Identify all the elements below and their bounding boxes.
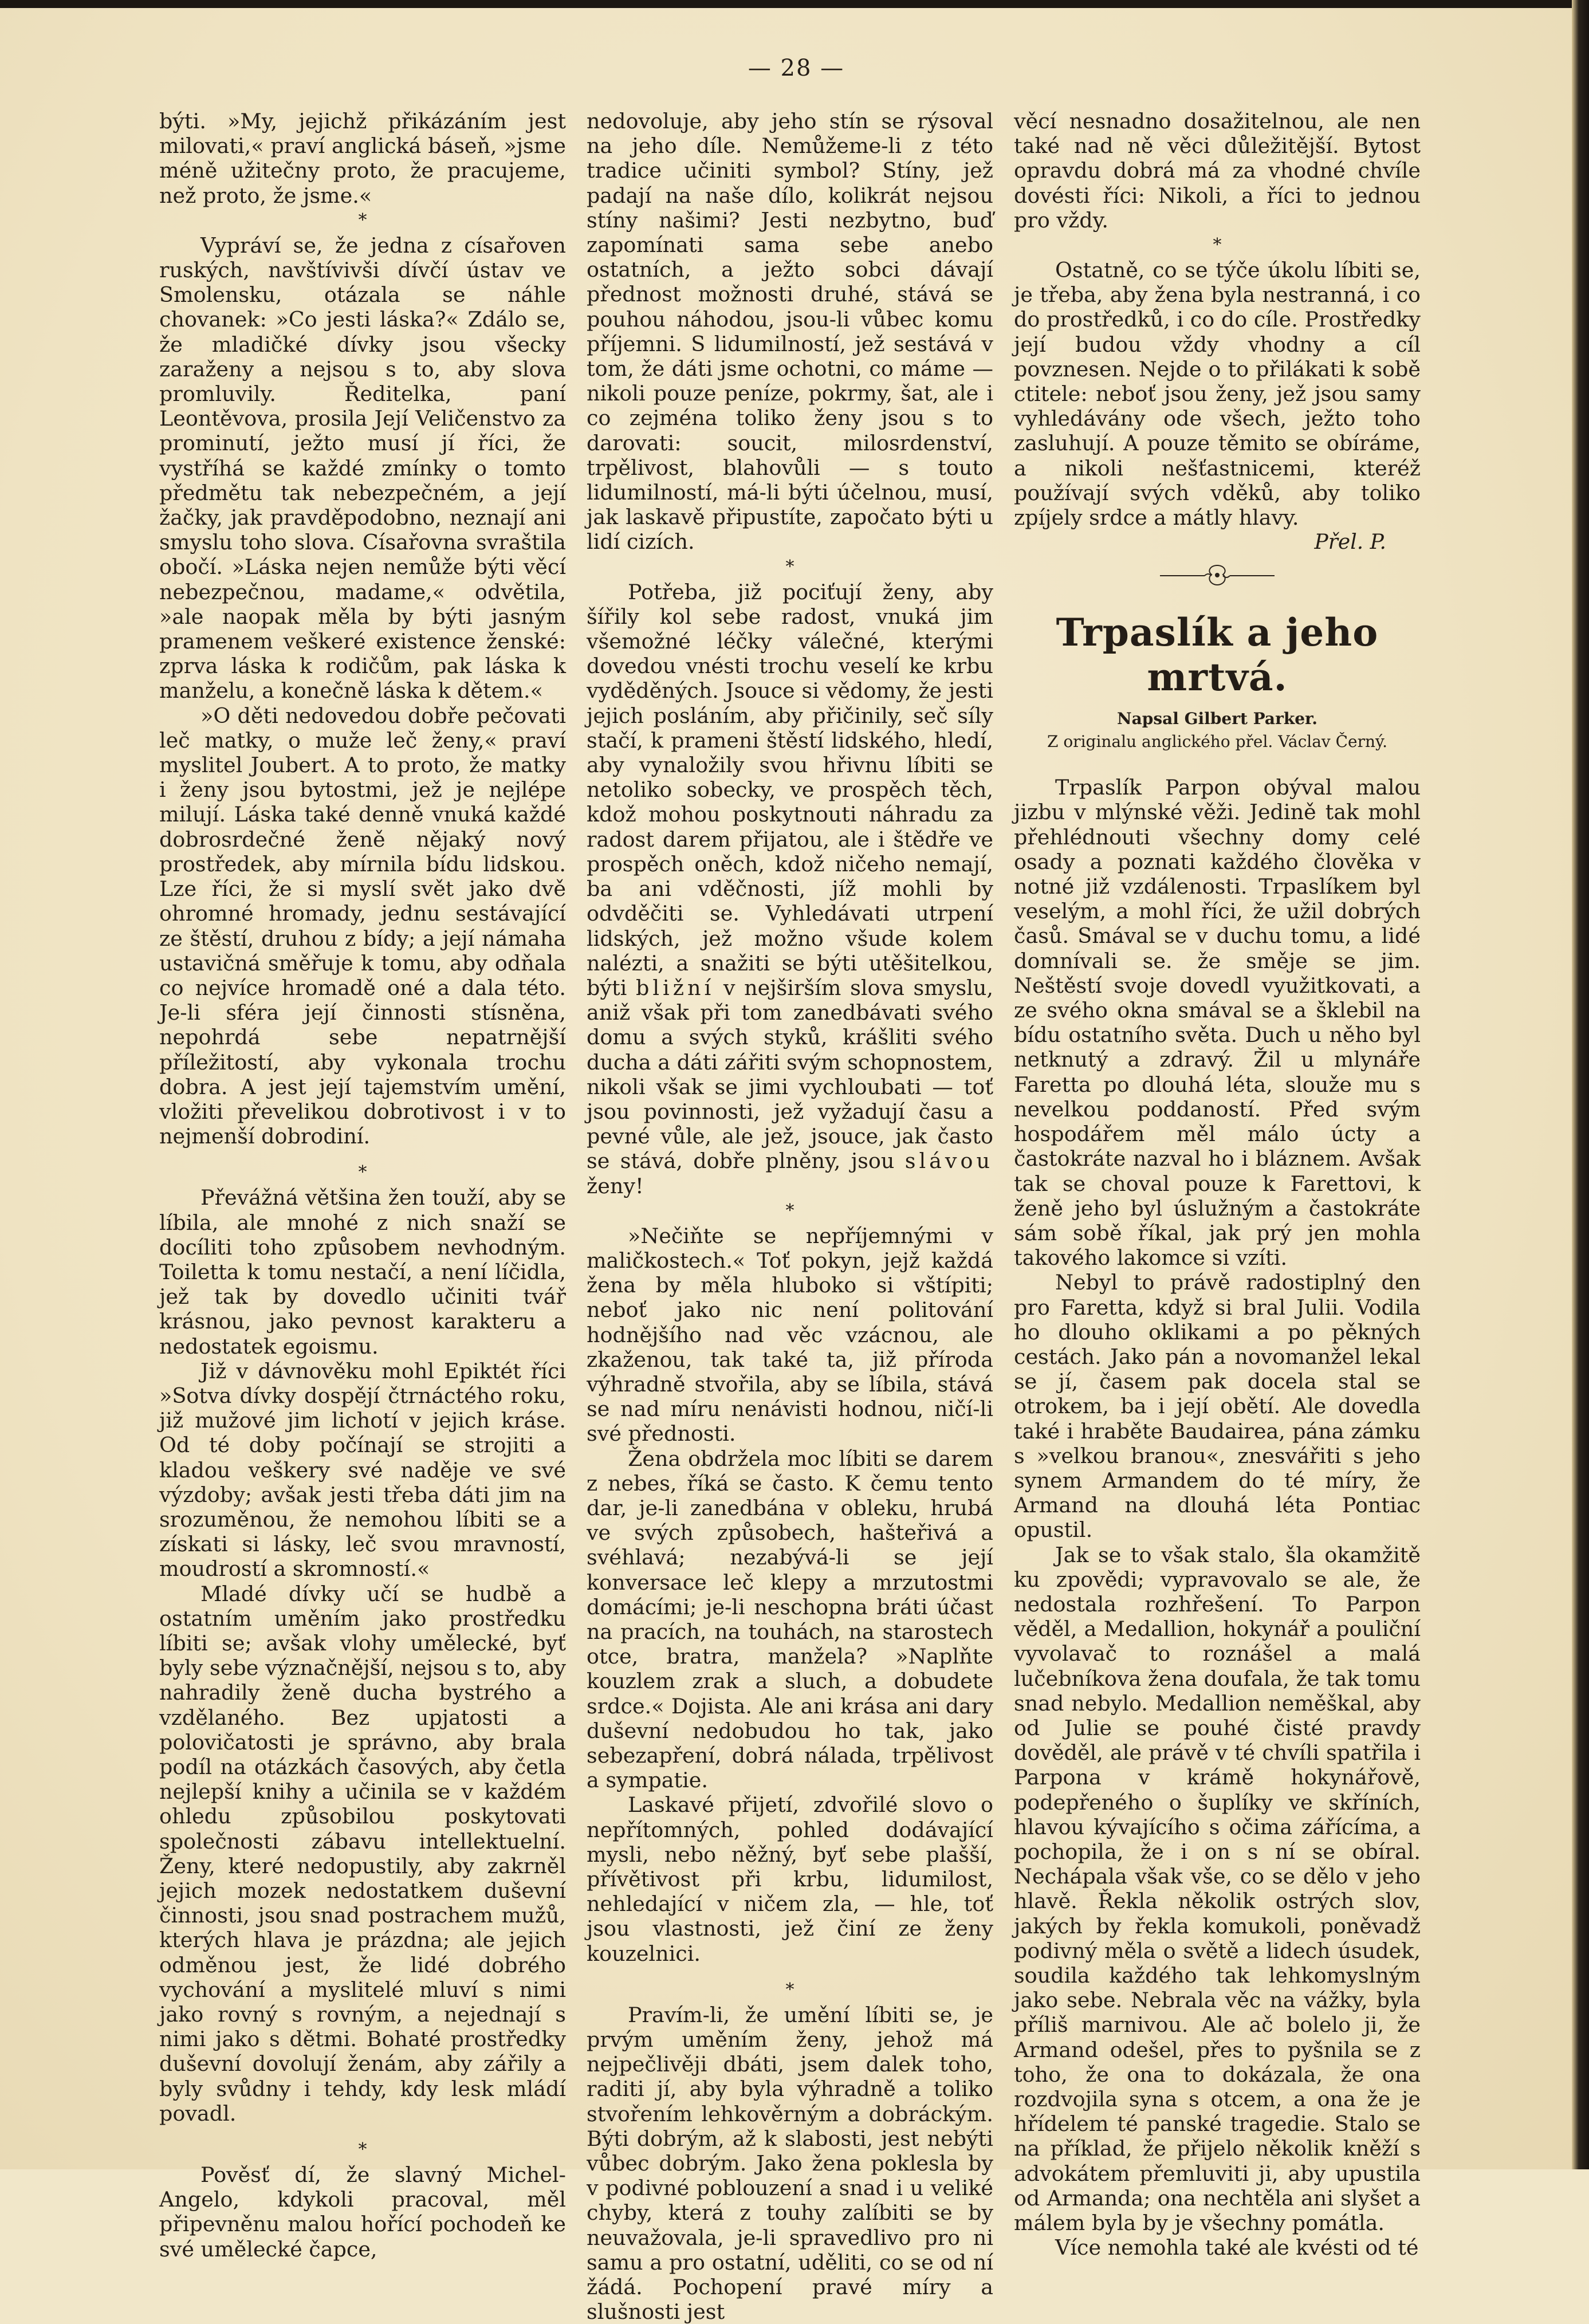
section-separator-star: * bbox=[785, 1200, 795, 1221]
column-middle bbox=[587, 109, 993, 2324]
paragraph: nedovoluje, aby jeho stín se rýsoval na jeho díle. Nemůžeme-li z této tradice učiniti symbol? Stíny, jež padají na naše dílo, kolikrát nejsou stíny našimi? Jesti nezbytno, buď zapomínati sama sebe anebo ostatních, a ježto sobci dávají přednost možnosti druhé, stává se pouhou náhodou, jsou-li vůbec komu příjemni. S lidumilností, jež sestává v tom, že dáti jsme ochotni, co máme — nikoli pouze peníze, pokrmy, šat, ale i co zejména toliko ženy jsou s to darovati: soucit, milosrdenství, trpělivost, blahovůli — s touto lidumilností, má-li býti účelnou, musí, jak laskavě připustíte, započato býti u lidí cizích. bbox=[587, 109, 993, 555]
section-separator-star: * bbox=[785, 1979, 795, 2000]
paragraph: Vypráví se, že jedna z císařoven ruských, navštívivši dívčí ústav ve Smolensku, otázala se náhle chovanek: »Co jesti láska?« Zdálo se, že mladičké dívky jsou všecky zaraženy a nejsou s to, aby slova promluvily. Ředitelka, paní Leontěvova, prosila Její Veličenstvo za prominutí, ježto musí jí říci, že vystříhá se každé zmínky o tomto předmětu tak nebezpečném, a její žačky, jak pravděpodobno, neznají ani smyslu toho slova. Císařovna svraštila obočí. »Láska nejen nemůže býti věcí nebezpečnou, madame,« odvětila, »ale naopak měla by býti jasným pramenem veškeré existence ženské: zprva láska k rodičům, pak láska k manželu, a konečně láska k dětem.« bbox=[159, 233, 566, 703]
section-separator-star: * bbox=[785, 556, 795, 577]
spaced-emphasis: bližní bbox=[636, 975, 715, 1000]
column-right bbox=[1014, 109, 1421, 2260]
paragraph: Pravím-li, že umění líbiti se, je prvým uměním ženy, jehož má nejpečlivěji dbáti, jsem dalek toho, raditi jí, aby byla výhradně a toliko stvořením lehkověrným a dobráckým. Býti dobrým, až k slabosti, jest nebýti vůbec dobrým. Jako žena poklesla by v podivné poblouzení a snad i u veliké chyby, která z touhy zalíbiti se by neuvažovala, je-li spravedlivo pro ni samu a pro ostatní, uděliti, co se od ní žádá. Pochopení pravé míry a slušnosti jest bbox=[587, 2002, 993, 2324]
section-separator-star: * bbox=[358, 1162, 367, 1183]
ornament-divider bbox=[1014, 559, 1421, 599]
paragraph: Ostatně, co se týče úkolu líbiti se, je třeba, aby žena byla nestranná, i co do prostředků, i co do cíle. Prostředky její budou vždy vhodny a cíl povznesen. Nejde o to přilákati k sobě ctitele: neboť jsou ženy, jež jsou samy vyhledávány ode všech, ježto toho zasluhují. A pouze těmito se obíráme, a nikoli nešťastnicemi, kteréž používají svých vděků, aby toliko zpíjely srdce a mátly hlavy. bbox=[1014, 258, 1421, 530]
paragraph: »O děti nedovedou dobře pečovati leč matky, o muže leč ženy,« praví myslitel Joubert. A to proto, že matky i ženy jsou bytostmi, jež je nejlépe milují. Láska také denně vnuká každé dobrosrdečné ženě nějaký nový prostředek, aby mírnila bídu lidskou. Lze říci, že si myslí svět jako dvě ohromné hromady, jednu sestávající ze štěstí, druhou z bídy; a její námaha ustavičná směřuje k tomu, aby odňala co nejvíce hromadě oné a dala této. Je-li sféra její činnosti stísněna, nepohrdá sebe nepatrnější příležitostí, aby vykonala trochu dobra. A jest její tajemstvím umění, vložiti převelikou dobrotivost i v to nejmenší dobrodiní. bbox=[159, 703, 566, 1149]
ornament-icon bbox=[1154, 559, 1280, 593]
paragraph: Převážná většina žen touží, aby se líbila, ale mnohé z nich snaží se docíliti toho způsobem nevhodným. Toiletta k tomu nestačí, a není líčidla, jež tak by dovedlo učiniti tvář krásnou, jako pevnost karakteru a nedostatek egoismu. bbox=[159, 1185, 566, 1359]
paragraph: býti. »My, jejichž přikázáním jest milovati,« praví anglická báseň, »jsme méně užitečny proto, že pracujeme, než proto, že jsme.« bbox=[159, 109, 566, 208]
story-translator: Z originalu anglického přel. Václav Černý. bbox=[1047, 732, 1388, 752]
page-number: — 28 — bbox=[748, 55, 845, 81]
section-separator-star: * bbox=[1213, 235, 1222, 255]
paragraph: Pověsť dí, že slavný Michel-Angelo, kdykoli pracoval, měl připevněnu malou hořící pochodeň ke své umělecké čapce, bbox=[159, 2162, 566, 2262]
paragraph bbox=[587, 580, 993, 1198]
paragraph: Laskavé přijetí, zdvořilé slovo o nepřítomných, pohled dodávající mysli, nebo něžný, byť sebe plašší, přívětivost při krbu, lidumilost, nehledající v ničem zla, — hle, toť jsou vlastnosti, jež činí ze ženy kouzelnici. bbox=[587, 1792, 993, 1966]
section-separator-star: * bbox=[358, 210, 367, 230]
text-run: v nejširším slova smyslu, aniž však při tom zanedbávati svého domu a svých styků, krášliti svého ducha a dáti zářiti svým schopnostem, nikoli však se jimi vychloubati — toť jsou povinnosti, jež vyžadují času a pevné vůle, ale jež, jsouce, jak často se stává, dobře plněny, jsou bbox=[587, 975, 994, 1174]
paragraph: věcí nesnadno dosažitelnou, ale nen také nad ně věci důležitější. Bytost opravdu dobrá má za vhodné chvíle dovésti říci: Nikoli, a říci to jednou pro vždy. bbox=[1014, 109, 1421, 233]
column-left bbox=[159, 109, 566, 2262]
story-title: Trpaslík a jeho mrtvá. bbox=[1056, 610, 1379, 700]
text-run: ženy! bbox=[587, 1173, 644, 1198]
story-paragraph: Nebyl to právě radostiplný den pro Faretta, když si bral Julii. Vodila ho dlouho oklikami a po pěkných cestách. Jako pán a novomanžel lekal se jí, časem pak docela stal se otrokem, ba i její obětí. Ale dovedla také i hraběte Baudairea, pána zámku s »velkou branou«, znesvářiti s jeho synem Armandem do té míry, že Armand na dlouhá léta Pontiac opustil. bbox=[1014, 1270, 1421, 1543]
paragraph: »Nečiňte se nepříjemnými v maličkostech.« Toť pokyn, jejž každá žena by měla hluboko si vštípiti; neboť jako nic není politování hodnějšího nad věc vzácnou, ale zkaženou, tak také ta, již příroda výhradně stvořila, aby se líbila, stává se nad míru nenávisti hodnou, ničí-li své přednosti. bbox=[587, 1223, 993, 1446]
story-paragraph: Trpaslík Parpon obýval malou jizbu v mlýnské věži. Jedině tak mohl přehlédnouti všechny domy celé osady a poznati každého člověka v notné již vzdálenosti. Trpaslíkem byl veselým, a mohl říci, že užil dobrých časů. Smával se v duchu tomu, a lidé domnívali se. že směje se jim. Neštěstí svoje dovedl využitkovati, a ze svého okna smával se a šklebil na bídu ostatního světa. Duch u něho byl netknutý a zdravý. Žil u mlynáře Faretta po dlouhá léta, slouže mu s nevelkou poddaností. Před svým hospodářem měl málo úcty a častokráte nazval ho i bláznem. Avšak tak se choval pouze k Farettovi, k ženě jeho byl úslužným a častokráte sám sobě říkal, jak prý jen mohla takového lakomce si vzíti. bbox=[1014, 775, 1421, 1271]
story-author: Napsal Gilbert Parker. bbox=[1117, 709, 1317, 729]
paragraph: Již v dávnověku mohl Epiktét říci »Sotva dívky dospějí čtrnáctého roku, již mužové jim lichotí v jejich kráse. Od té doby počínají se strojiti a kladou veškery své naděje ve své výzdoby; avšak jesti třeba dáti jim na srozuměnou, že nemohou líbiti se a získati si lásky, leč svou mravností, moudrostí a skromností.« bbox=[159, 1358, 566, 1582]
spaced-emphasis: slávou bbox=[904, 1149, 993, 1174]
story-paragraph: Jak se to však stalo, šla okamžitě ku zpovědi; vypravovalo se ale, že nedostala rozhřešení. To Parpon věděl, a Medallion, hokynář a pouliční vyvolavač to roznášel a malá lučebníkova žena doufala, že tak tomu snad nebylo. Medallion neměškal, aby od Julie se pouhé čisté pravdy dověděl, ale právě v té chvíli spatřila i Parpona v krámě hokynářově, podepřeného o šuplíky ve skříních, hlavou kývajícího s očima zářícíma, a pochopila, že i on s ní se obíral. Nechápala však vše, co se dělo v jeho hlavě. Řekla několik ostrých slov, jakých by řekla komukoli, poněvadž podivný měla o světě a lidech úsudek, soudila každého tak lehkomyslným jako sebe. Nebrala věc na vážky, byla příliš marnivou. Ale ač bolelo ji, že Armand odešel, přes to pyšnila se z toho, že ona to dokázala, že ona rozdvojila syna s otcem, a ona že je hřídelem té panské tragedie. Stalo se na příklad, že přijelo několik kněží s advokátem přemluviti ji, aby upustila od Armanda; ona nechtěla ani slyšet a málem byla by je všechny pomátla. bbox=[1014, 1542, 1421, 2236]
scan-edge-right bbox=[1572, 0, 1589, 2169]
text-run: Potřeba, již pociťují ženy, aby šířily kol sebe radost, vnuká jim všemožné léčky válečné, kterými dovedou vnésti trochu veselí ke krbu vyděděných. Jsouce si vědomy, že jesti jejich posláním, aby přičinily, seč síly stačí, k prameni štěstí lidského, hledí, aby vynaložily svou hřivnu líbiti se netoliko sobecky, ve prospěch těch, kdož mohou poskytnouti náhradu za radost darem přijatou, ale i štědře ve prospěch oněch, kdož ničeho nemají, ba ani vděčnosti, jíž mohli by odvděčiti se. Vyhledávati utrpení lidských, jež možno všude kolem nalézti, a snažiti se býti utěšitelkou, býti bbox=[587, 579, 993, 1000]
story-paragraph: Více nemohla také ale kvésti od té bbox=[1055, 2235, 1419, 2260]
translator-signature: Přel. P. bbox=[1314, 530, 1386, 555]
scan-edge-top bbox=[0, 0, 1589, 8]
section-separator-star: * bbox=[358, 2140, 367, 2160]
paragraph: Mladé dívky učí se hudbě a ostatním uměním jako prostředku líbiti se; avšak vlohy umělecké, byť byly sebe význačnější, nejsou s to, aby nahradily ženě ducha bystrého a vzdělaného. Bez upjatosti a polovičatosti je správno, aby brala podíl na otázkách časových, aby četla nejlepší knihy a učinila se v každém ohledu způsobilou poskytovati společnosti zábavu intellektuelní. Ženy, které nedopustily, aby zakrněl jejich mozek nedostatkem duševní činnosti, jsou snad postrachem mužů, kterých hlava je prázdna; ale jejich odměnou jest, že lidé dobrého vychování a myslitelé mluví s nimi jako rovný s rovným, a nejednají s nimi jako s dětmi. Bohaté prostředky duševní dovolují ženám, aby zářily a byly svůdny i tehdy, kdy lesk mládí povadl. bbox=[159, 1581, 566, 2126]
paragraph: Žena obdržela moc líbiti se darem z nebes, říká se často. K čemu tento dar, je-li zanedbána v obleku, hrubá ve svých způsobech, hašteřivá a svéhlavá; nezabývá-li se její konversace leč klepy a mrzutostmi domácími; je-li neschopna bráti účast na pracích, na touhách, na starostech otce, bratra, manžela? »Naplňte kouzlem zrak a sluch, a dobudete srdce.« Dojista. Ale ani krása ani dary duševní nedobudou ho tak, jako sebezapření, dobrá nálada, trpělivost a sympatie. bbox=[587, 1446, 993, 1793]
